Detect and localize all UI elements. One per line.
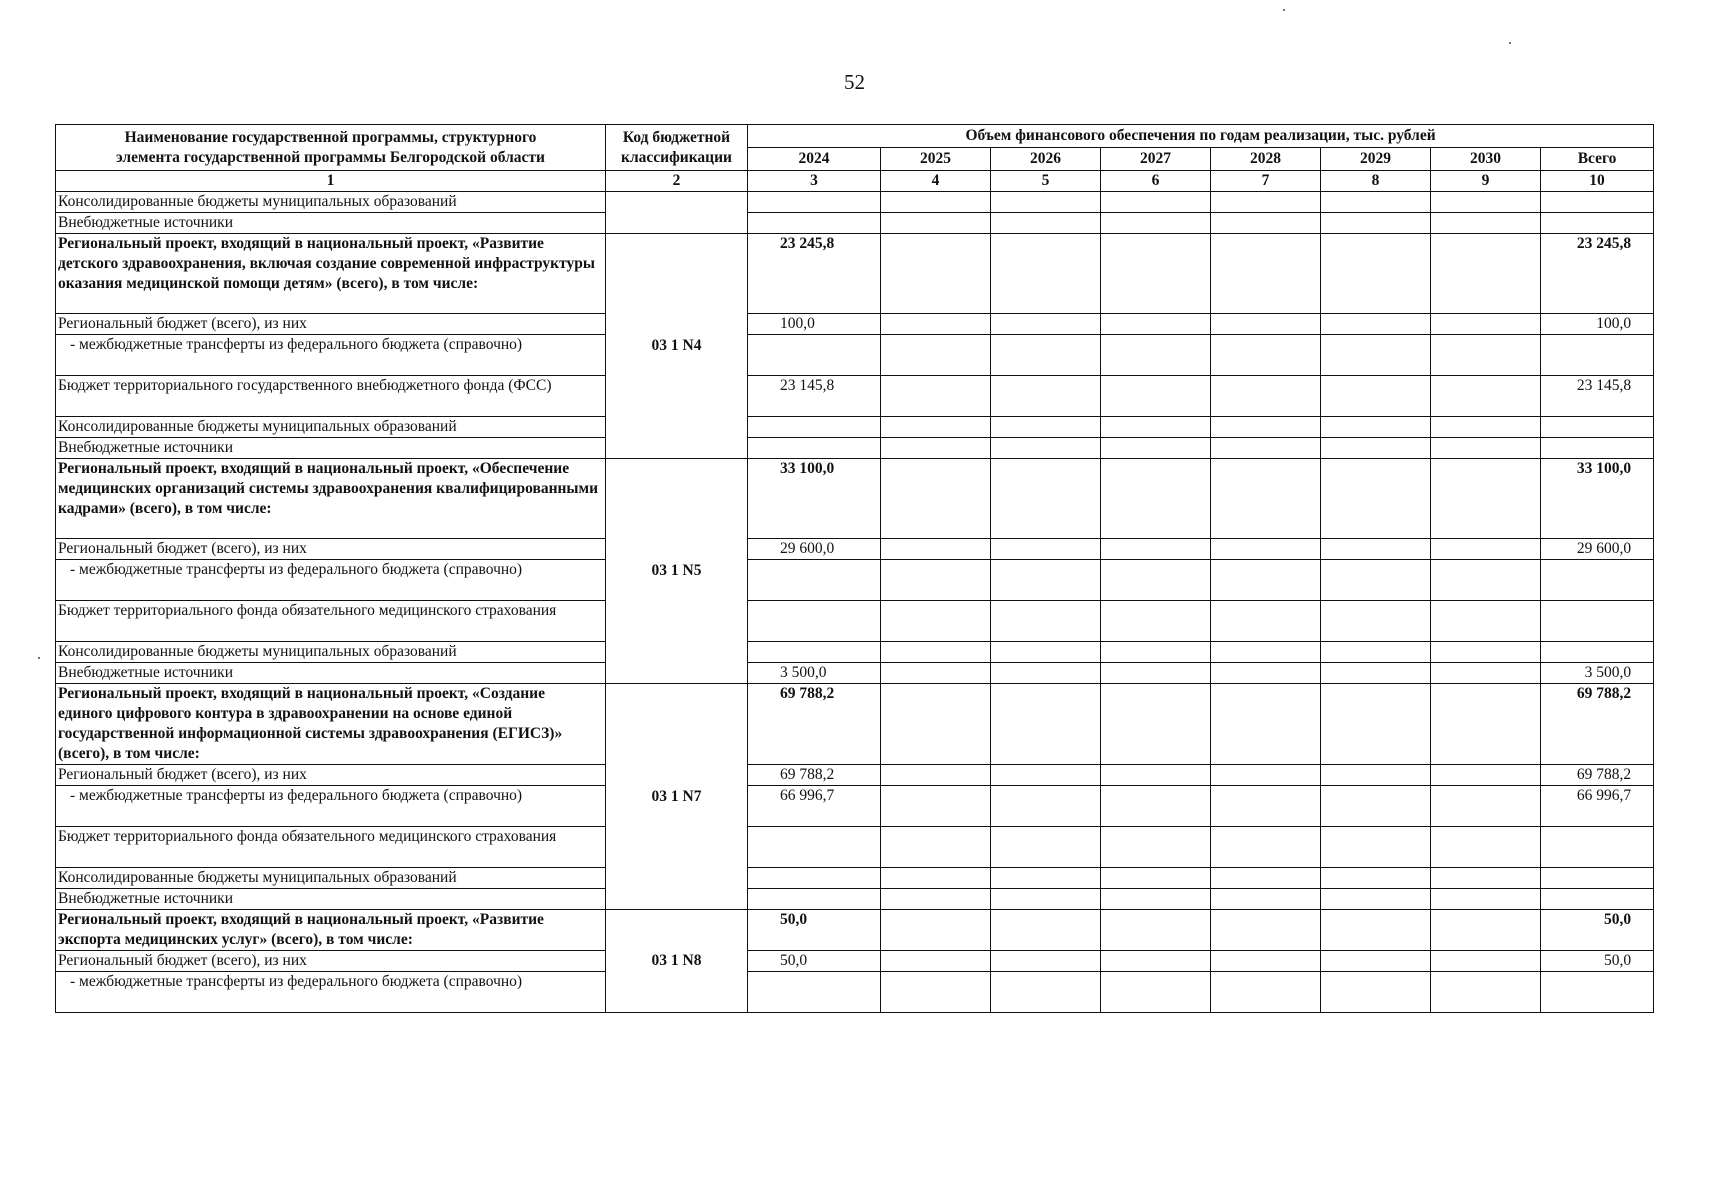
value-2024-cell (748, 601, 881, 642)
value-2024-cell (748, 376, 881, 417)
empty-value-cell (881, 786, 991, 827)
empty-value-cell (1211, 234, 1321, 314)
header-year: 2029 (1321, 148, 1431, 171)
empty-value-cell (1101, 601, 1211, 642)
value-total-cell (1541, 910, 1654, 951)
value-total-cell (1541, 663, 1654, 684)
empty-value-cell (1321, 889, 1431, 910)
value-total-cell (1541, 601, 1654, 642)
header-year: 2025 (881, 148, 991, 171)
empty-value-cell (991, 459, 1101, 539)
empty-value-cell (1431, 889, 1541, 910)
row-name: Внебюджетные источники (56, 213, 606, 234)
empty-value-cell (1431, 192, 1541, 213)
value-total-cell (1541, 889, 1654, 910)
empty-value-cell (881, 438, 991, 459)
empty-value-cell (1211, 684, 1321, 765)
empty-value-cell (881, 417, 991, 438)
empty-value-cell (1101, 234, 1211, 314)
empty-value-cell (991, 951, 1101, 972)
empty-value-cell (1431, 560, 1541, 601)
empty-value-cell (881, 601, 991, 642)
empty-value-cell (1101, 417, 1211, 438)
empty-value-cell (748, 192, 881, 213)
row-name: Бюджет территориального государственного внебюджетного фонда (ФСС) (56, 376, 606, 417)
empty-value-cell (991, 827, 1101, 868)
empty-value-cell (1431, 601, 1541, 642)
empty-value-cell (1101, 213, 1211, 234)
empty-value-cell (1321, 765, 1431, 786)
empty-value-cell (1541, 213, 1654, 234)
empty-value-cell (1211, 889, 1321, 910)
header-code-line2: классификации (621, 148, 732, 166)
empty-value-cell (1431, 213, 1541, 234)
value-total: 50,0 (1603, 911, 1632, 928)
value-total-cell (1541, 786, 1654, 827)
table-row (56, 438, 1654, 459)
header-code-cell (606, 125, 748, 171)
empty-value-cell (1211, 560, 1321, 601)
budget-code: 03 1 N8 (606, 910, 748, 1013)
row-name: Региональный бюджет (всего), из них (56, 314, 606, 335)
row-name: Консолидированные бюджеты муниципальных образований (56, 417, 606, 438)
empty-value-cell (1431, 827, 1541, 868)
row-name: Региональный бюджет (всего), из них (56, 765, 606, 786)
empty-value-cell (991, 539, 1101, 560)
table-row (56, 889, 1654, 910)
empty-value-cell (1101, 868, 1211, 889)
empty-value-cell (881, 539, 991, 560)
empty-value-cell (1211, 213, 1321, 234)
value-2024-cell (748, 765, 881, 786)
empty-value-cell (1431, 663, 1541, 684)
empty-value-cell (1321, 663, 1431, 684)
table-row (56, 786, 1654, 827)
value-2024-cell (748, 314, 881, 335)
empty-value-cell (991, 684, 1101, 765)
row-name: Консолидированные бюджеты муниципальных образований (56, 642, 606, 663)
value-2024: 29 600,0 (780, 540, 835, 557)
value-2024-cell (748, 889, 881, 910)
empty-value-cell (1101, 335, 1211, 376)
column-number: 8 (1321, 171, 1431, 192)
project-row (56, 459, 1654, 539)
header-year: 2024 (748, 148, 881, 171)
empty-value-cell (991, 972, 1101, 1013)
column-number: 3 (748, 171, 881, 192)
column-number: 10 (1541, 171, 1654, 192)
table-row (56, 765, 1654, 786)
empty-value-cell (991, 765, 1101, 786)
table-row (56, 539, 1654, 560)
value-2024-cell (748, 663, 881, 684)
empty-value-cell (1211, 192, 1321, 213)
empty-value-cell (881, 910, 991, 951)
empty-value-cell (991, 438, 1101, 459)
empty-value-cell (1321, 539, 1431, 560)
empty-value-cell (1431, 868, 1541, 889)
empty-value-cell (1211, 951, 1321, 972)
budget-code-cell (606, 192, 748, 234)
empty-value-cell (991, 601, 1101, 642)
empty-value-cell (1321, 827, 1431, 868)
empty-value-cell (881, 192, 991, 213)
empty-value-cell (1101, 539, 1211, 560)
header-name-line2: элемента государственной программы Белгородской области (116, 148, 545, 166)
header-group: Объем финансового обеспечения по годам реализации, тыс. рублей (748, 125, 1654, 148)
empty-value-cell (1211, 314, 1321, 335)
budget-code: 03 1 N7 (606, 684, 748, 910)
value-total-cell (1541, 951, 1654, 972)
value-2024-cell (748, 438, 881, 459)
value-total: 23 145,8 (1576, 377, 1632, 394)
value-total-cell (1541, 335, 1654, 376)
value-2024-cell (748, 684, 881, 765)
empty-value-cell (1101, 684, 1211, 765)
value-2024: 23 245,8 (780, 235, 835, 252)
empty-value-cell (1431, 684, 1541, 765)
empty-value-cell (1101, 459, 1211, 539)
empty-value-cell (991, 192, 1101, 213)
empty-value-cell (1101, 560, 1211, 601)
table-row (56, 642, 1654, 663)
value-2024-cell (748, 335, 881, 376)
budget-code: 03 1 N4 (606, 234, 748, 459)
empty-value-cell (881, 314, 991, 335)
empty-value-cell (1101, 786, 1211, 827)
header-total: Всего (1541, 148, 1654, 171)
table-row (56, 335, 1654, 376)
empty-value-cell (991, 663, 1101, 684)
empty-value-cell (1101, 663, 1211, 684)
empty-value-cell (991, 910, 1101, 951)
row-name: Консолидированные бюджеты муниципальных образований (56, 192, 606, 213)
column-number: 5 (991, 171, 1101, 192)
empty-value-cell (1431, 438, 1541, 459)
empty-value-cell (1321, 335, 1431, 376)
header-year: 2028 (1211, 148, 1321, 171)
budget-code: 03 1 N5 (606, 459, 748, 684)
row-name: - межбюджетные трансферты из федерального бюджета (справочно) (56, 972, 606, 1013)
empty-value-cell (881, 560, 991, 601)
row-name: Внебюджетные источники (56, 663, 606, 684)
empty-value-cell (1101, 765, 1211, 786)
column-number: 9 (1431, 171, 1541, 192)
page-number: 52 (844, 70, 865, 94)
empty-value-cell (1101, 314, 1211, 335)
table-row (56, 972, 1654, 1013)
empty-value-cell (1321, 868, 1431, 889)
value-total-cell (1541, 459, 1654, 539)
project-row (56, 684, 1654, 765)
empty-value-cell (881, 459, 991, 539)
value-2024-cell (748, 972, 881, 1013)
empty-value-cell (881, 972, 991, 1013)
column-number: 4 (881, 171, 991, 192)
value-2024-cell (748, 910, 881, 951)
empty-value-cell (1211, 765, 1321, 786)
value-total-cell (1541, 972, 1654, 1013)
value-2024-cell (748, 951, 881, 972)
row-name: Бюджет территориального фонда обязательного медицинского страхования (56, 601, 606, 642)
empty-value-cell (991, 335, 1101, 376)
empty-value-cell (1321, 601, 1431, 642)
value-total: 33 100,0 (1576, 460, 1632, 477)
empty-value-cell (1431, 234, 1541, 314)
empty-value-cell (991, 376, 1101, 417)
empty-value-cell (881, 827, 991, 868)
row-name: Внебюджетные источники (56, 438, 606, 459)
empty-value-cell (1101, 910, 1211, 951)
value-2024-cell (748, 560, 881, 601)
empty-value-cell (991, 868, 1101, 889)
empty-value-cell (1101, 827, 1211, 868)
value-2024-cell (748, 234, 881, 314)
empty-value-cell (1211, 642, 1321, 663)
row-name: Региональный бюджет (всего), из них (56, 951, 606, 972)
value-total: 29 600,0 (1576, 540, 1632, 557)
empty-value-cell (1431, 417, 1541, 438)
empty-value-cell (1321, 910, 1431, 951)
value-2024: 69 788,2 (780, 685, 835, 702)
empty-value-cell (991, 314, 1101, 335)
project-row (56, 910, 1654, 951)
empty-value-cell (1321, 376, 1431, 417)
empty-value-cell (1211, 376, 1321, 417)
project-row (56, 234, 1654, 314)
scan-speck (1283, 9, 1285, 11)
empty-value-cell (991, 889, 1101, 910)
empty-value-cell (1431, 765, 1541, 786)
row-name: Внебюджетные источники (56, 889, 606, 910)
value-2024-cell (748, 786, 881, 827)
empty-value-cell (881, 684, 991, 765)
empty-value-cell (1321, 684, 1431, 765)
row-name: Консолидированные бюджеты муниципальных образований (56, 868, 606, 889)
value-total-cell (1541, 314, 1654, 335)
project-name: Региональный проект, входящий в национальный проект, «Обеспечение медицинских организаций системы здравоохранения квалифицированными кадрами» (всего), в том числе: (56, 459, 606, 539)
empty-value-cell (1321, 951, 1431, 972)
value-2024-cell (748, 417, 881, 438)
value-total: 69 788,2 (1576, 685, 1632, 702)
value-total-cell (1541, 642, 1654, 663)
empty-value-cell (1101, 438, 1211, 459)
value-total-cell (1541, 539, 1654, 560)
value-2024: 33 100,0 (780, 460, 835, 477)
header-year: 2026 (991, 148, 1101, 171)
empty-value-cell (881, 376, 991, 417)
table-header (56, 125, 1654, 192)
value-total-cell (1541, 234, 1654, 314)
value-2024-cell (748, 642, 881, 663)
column-number: 1 (56, 171, 606, 192)
empty-value-cell (1101, 192, 1211, 213)
value-2024: 23 145,8 (780, 377, 835, 394)
empty-value-cell (881, 951, 991, 972)
project-name: Региональный проект, входящий в национальный проект, «Создание единого цифрового контура в здравоохранении на основе единой государственной информационной системы здравоохранения (ЕГИСЗ)» (всего), в том числе: (56, 684, 606, 765)
column-number: 2 (606, 171, 748, 192)
table-row (56, 417, 1654, 438)
value-total-cell (1541, 417, 1654, 438)
value-2024: 100,0 (780, 315, 815, 332)
table-row (56, 663, 1654, 684)
empty-value-cell (881, 663, 991, 684)
empty-value-cell (1431, 314, 1541, 335)
table-row (56, 213, 1654, 234)
scan-speck (1509, 42, 1511, 44)
empty-value-cell (1211, 827, 1321, 868)
value-2024-cell (748, 539, 881, 560)
empty-value-cell (881, 889, 991, 910)
value-total-cell (1541, 376, 1654, 417)
project-name: Региональный проект, входящий в национальный проект, «Развитие экспорта медицинских услуг» (всего), в том числе: (56, 910, 606, 951)
empty-value-cell (1321, 642, 1431, 663)
table-row (56, 868, 1654, 889)
table-row (56, 951, 1654, 972)
empty-value-cell (1211, 438, 1321, 459)
row-name: - межбюджетные трансферты из федерального бюджета (справочно) (56, 335, 606, 376)
value-total-cell (1541, 868, 1654, 889)
empty-value-cell (1431, 335, 1541, 376)
empty-value-cell (1431, 459, 1541, 539)
value-2024: 66 996,7 (780, 787, 835, 804)
header-year: 2027 (1101, 148, 1211, 171)
empty-value-cell (1431, 376, 1541, 417)
header-code-line1: Код бюджетной (622, 128, 731, 146)
project-name: Региональный проект, входящий в национальный проект, «Развитие детского здравоохранения, включая создание современной инфраструктуры оказания медицинской помощи детям» (всего), в том числе: (56, 234, 606, 314)
empty-value-cell (881, 868, 991, 889)
empty-value-cell (991, 786, 1101, 827)
empty-value-cell (1321, 192, 1431, 213)
header-name-line1: Наименование государственной программы, структурного (124, 128, 537, 146)
value-2024-cell (748, 827, 881, 868)
empty-value-cell (991, 213, 1101, 234)
value-total-cell (1541, 438, 1654, 459)
empty-value-cell (1321, 560, 1431, 601)
empty-value-cell (1101, 972, 1211, 1013)
empty-value-cell (1101, 889, 1211, 910)
table-row (56, 192, 1654, 213)
empty-value-cell (1431, 539, 1541, 560)
value-total-cell (1541, 765, 1654, 786)
empty-value-cell (1431, 786, 1541, 827)
value-2024: 3 500,0 (780, 664, 827, 681)
column-number: 7 (1211, 171, 1321, 192)
empty-value-cell (1431, 910, 1541, 951)
empty-value-cell (1211, 868, 1321, 889)
scan-speck (38, 657, 40, 659)
table-row (56, 827, 1654, 868)
empty-value-cell (1101, 951, 1211, 972)
empty-value-cell (1541, 192, 1654, 213)
empty-value-cell (1321, 786, 1431, 827)
table-body (56, 192, 1654, 1013)
empty-value-cell (881, 335, 991, 376)
empty-value-cell (1431, 951, 1541, 972)
empty-value-cell (881, 234, 991, 314)
empty-value-cell (991, 234, 1101, 314)
table-row (56, 314, 1654, 335)
value-2024: 50,0 (780, 952, 808, 969)
value-total: 66 996,7 (1576, 787, 1632, 804)
empty-value-cell (1321, 459, 1431, 539)
empty-value-cell (1211, 972, 1321, 1013)
empty-value-cell (748, 213, 881, 234)
row-name: - межбюджетные трансферты из федерального бюджета (справочно) (56, 560, 606, 601)
row-name: - межбюджетные трансферты из федерального бюджета (справочно) (56, 786, 606, 827)
empty-value-cell (1211, 417, 1321, 438)
empty-value-cell (1211, 663, 1321, 684)
table-row (56, 560, 1654, 601)
value-total-cell (1541, 560, 1654, 601)
empty-value-cell (1321, 972, 1431, 1013)
value-total: 23 245,8 (1576, 235, 1632, 252)
empty-value-cell (1211, 910, 1321, 951)
empty-value-cell (1211, 601, 1321, 642)
value-total-cell (1541, 827, 1654, 868)
empty-value-cell (1431, 642, 1541, 663)
empty-value-cell (991, 417, 1101, 438)
row-name: Бюджет территориального фонда обязательного медицинского страхования (56, 827, 606, 868)
value-2024: 69 788,2 (780, 766, 835, 783)
empty-value-cell (1101, 642, 1211, 663)
empty-value-cell (881, 765, 991, 786)
empty-value-cell (991, 560, 1101, 601)
empty-value-cell (1321, 417, 1431, 438)
empty-value-cell (1211, 335, 1321, 376)
empty-value-cell (1101, 376, 1211, 417)
value-total: 3 500,0 (1584, 664, 1632, 681)
header-year: 2030 (1431, 148, 1541, 171)
value-total-cell (1541, 684, 1654, 765)
empty-value-cell (1321, 438, 1431, 459)
empty-value-cell (1321, 234, 1431, 314)
empty-value-cell (881, 642, 991, 663)
empty-value-cell (991, 642, 1101, 663)
value-2024-cell (748, 868, 881, 889)
empty-value-cell (1321, 314, 1431, 335)
empty-value-cell (1211, 539, 1321, 560)
value-total: 69 788,2 (1576, 766, 1632, 783)
empty-value-cell (1431, 972, 1541, 1013)
financing-table (55, 124, 1654, 1013)
value-total: 50,0 (1603, 952, 1632, 969)
header-name-cell (56, 125, 606, 171)
table-row (56, 376, 1654, 417)
empty-value-cell (1211, 786, 1321, 827)
value-total: 100,0 (1596, 315, 1632, 332)
table-row (56, 601, 1654, 642)
empty-value-cell (1321, 213, 1431, 234)
row-name: Региональный бюджет (всего), из них (56, 539, 606, 560)
value-2024-cell (748, 459, 881, 539)
empty-value-cell (1211, 459, 1321, 539)
empty-value-cell (881, 213, 991, 234)
value-2024: 50,0 (780, 911, 808, 928)
column-number: 6 (1101, 171, 1211, 192)
